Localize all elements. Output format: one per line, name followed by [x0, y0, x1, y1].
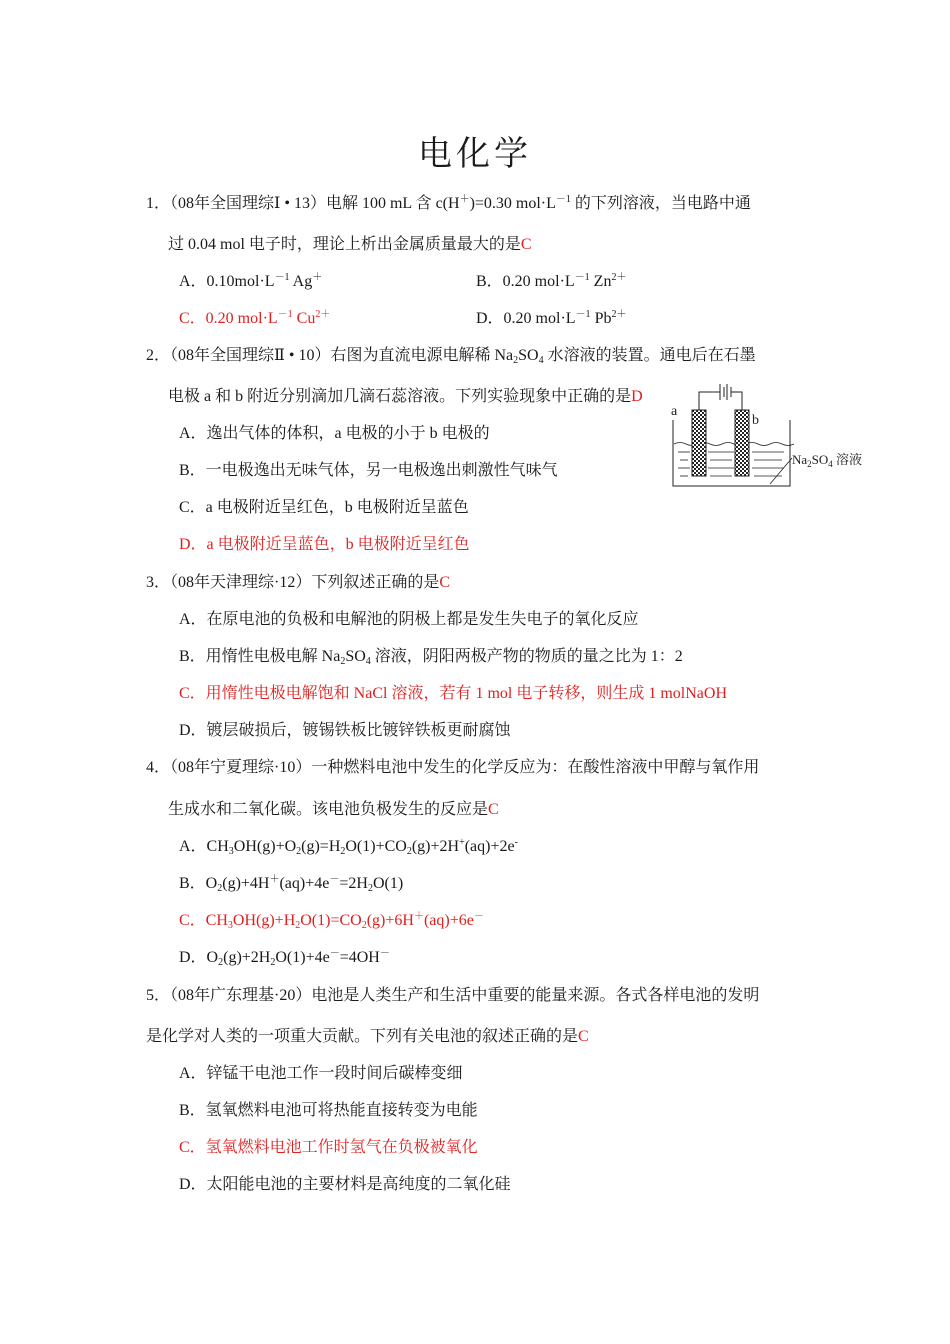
q3-option-b [179, 646, 683, 668]
label-solution-so: SO [811, 452, 829, 467]
q1-option-a-text: A．0.10mol·L [179, 273, 275, 290]
q1-stem-sup-b: －1 [555, 194, 571, 205]
q4-number: 4． [146, 759, 171, 776]
formula-text: D．O [179, 949, 219, 966]
q1-option-c-text: C．0.20 mol·L [179, 310, 278, 327]
formula-text: OH(g)+H [232, 912, 296, 929]
formula-text: (g)+2H [411, 838, 460, 855]
q1-number: 1． [146, 195, 171, 212]
q5-option-a: A．锌锰干电池工作一段时间后碳棒变细 [179, 1065, 463, 1082]
label-solution [792, 452, 862, 469]
formula-subscript: 3 [228, 846, 234, 857]
formula-text: C．CH [179, 912, 228, 929]
q3-answer: C [439, 574, 451, 591]
q3-option-b-sub-a: 2 [340, 656, 346, 667]
q1-stem-line1 [146, 193, 751, 215]
q1-option-d-ion: Pb [590, 310, 612, 327]
label-solution-sub1: 2 [807, 459, 812, 469]
q1-answer: C [520, 236, 532, 253]
electrode-b [735, 410, 749, 476]
formula-subscript: 2 [367, 883, 373, 894]
formula-text: O(1)=CO [300, 912, 362, 929]
formula-text: (g)+6H [366, 912, 414, 929]
q5-stem-line2 [146, 1026, 589, 1048]
q2-option-b: B．一电极逸出无味气体，另一电极逸出刺激性气味气 [179, 462, 558, 479]
q1-option-b-sup: －1 [574, 272, 590, 283]
q5-number: 5． [146, 987, 171, 1004]
q1-option-d [476, 308, 626, 330]
formula-subscript: 2 [218, 957, 224, 968]
q5-answer: C [578, 1028, 589, 1045]
formula-text: =2H [339, 875, 368, 892]
q2-stem-text-c: 水溶液的装置。通电后在石墨 [543, 347, 756, 364]
electrode-a [692, 410, 706, 476]
q1-stem-text-b: )=0.30 mol·L [469, 195, 556, 212]
page-title: 电化学 [418, 134, 532, 174]
q1-option-d-sup: －1 [575, 309, 591, 320]
q1-option-b-text: B．0.20 mol·L [476, 273, 575, 290]
q1-option-a-sup: －1 [274, 272, 290, 283]
formula-text: O(1)+4e [275, 949, 330, 966]
q3-number: 3． [146, 574, 171, 591]
q1-option-d-text: D．0.20 mol·L [476, 310, 576, 327]
q2-stem-sub-b: 4 [538, 355, 544, 366]
electrolysis-diagram [668, 378, 878, 490]
formula-text: A．CH [179, 838, 229, 855]
q4-option-a [179, 836, 518, 858]
formula-text: (g)+4H [222, 875, 270, 892]
q2-stem-sub-a: 2 [513, 355, 519, 366]
q1-option-b [476, 271, 626, 293]
q4-stem-text-a: （08年宁夏理综·10）一种燃料电池中发生的化学反应为：在酸性溶液中甲醇与氧作用 [170, 759, 760, 776]
q1-stem-sup-a: ＋ [459, 194, 470, 205]
formula-charge: － [473, 911, 484, 922]
formula-charge: ＋ [269, 874, 280, 885]
q1-option-c-charge: 2＋ [315, 309, 331, 320]
formula-text: OH(g)+O [233, 838, 297, 855]
formula-text: (aq)+2e [464, 838, 515, 855]
formula-charge: - [514, 837, 518, 848]
formula-text: O(1) [372, 875, 404, 892]
q1-stem-line2 [168, 234, 532, 256]
q2-option-c: C．a 电极附近呈红色，b 电极附近呈蓝色 [179, 499, 469, 516]
q2-number: 2． [146, 347, 171, 364]
formula-subscript: 2 [217, 883, 223, 894]
formula-text: =4OH [339, 949, 380, 966]
formula-text: (aq)+6e [423, 912, 474, 929]
q5-stem-line1 [146, 985, 759, 1007]
formula-text: (g)+2H [223, 949, 271, 966]
formula-charge: － [329, 948, 340, 959]
q3-option-d: D．镀层破损后，镀锡铁板比镀锌铁板更耐腐蚀 [179, 722, 511, 739]
formula-subscript: 2 [270, 957, 276, 968]
q3-stem [146, 572, 450, 594]
formula-charge: + [459, 837, 465, 848]
q1-stem-text-a: （08年全国理综Ⅰ • 13）电解 100 mL 含 c(H [170, 195, 460, 212]
q2-stem-line2 [168, 386, 643, 408]
q4-option-b [179, 873, 403, 895]
q1-stem-text-d: 过 0.04 mol 电子时，理论上析出金属质量最大的是 [168, 236, 521, 253]
q1-option-c [179, 308, 330, 330]
q2-option-d: D．a 电极附近呈蓝色，b 电极附近呈红色 [179, 536, 470, 553]
q5-stem-text-a: （08年广东理基·20）电池是人类生产和生活中重要的能量来源。各式各样电池的发明 [170, 987, 760, 1004]
q3-option-b-sub-b: 4 [365, 656, 371, 667]
formula-subscript: 2 [296, 846, 302, 857]
label-electrode-b: b [752, 413, 759, 428]
q4-stem-text-b: 生成水和二氧化碳。该电池负极发生的反应是 [168, 801, 489, 818]
formula-text: O(1)+CO [345, 838, 407, 855]
formula-text: (aq)+4e [279, 875, 330, 892]
q4-stem-line2 [168, 799, 499, 821]
q1-option-a-ion: Ag [289, 273, 313, 290]
q2-answer: D [631, 388, 643, 405]
formula-subscript: 2 [406, 846, 412, 857]
q3-stem-text: （08年天津理综·12）下列叙述正确的是 [170, 574, 440, 591]
q4-answer: C [488, 801, 499, 818]
formula-subscript: 2 [340, 846, 346, 857]
q2-option-a: A．逸出气体的体积，a 电极的小于 b 电极的 [179, 425, 490, 442]
label-electrode-a: a [671, 404, 678, 419]
electrolysis-apparatus-figure [668, 378, 878, 490]
formula-text: B．O [179, 875, 218, 892]
formula-charge: － [329, 874, 340, 885]
q5-option-d: D．太阳能电池的主要材料是高纯度的二氧化硅 [179, 1176, 511, 1193]
formula-subscript: 2 [361, 920, 367, 931]
q1-stem-text-c: 的下列溶液，当电路中通 [570, 195, 751, 212]
label-solution-sub2: 4 [828, 459, 833, 469]
q1-option-a-charge: ＋ [312, 272, 323, 283]
q4-option-d [179, 947, 390, 969]
q1-option-d-charge: 2＋ [611, 309, 627, 320]
q3-option-b-text-c: 溶液，阴阳两极产物的物质的量之比为 1：2 [370, 648, 683, 665]
q1-option-a [179, 271, 322, 293]
q1-option-b-ion: Zn [589, 273, 612, 290]
q5-option-c: C．氢氧燃料电池工作时氢气在负极被氧化 [179, 1139, 478, 1156]
label-solution-word: 溶液 [832, 452, 863, 467]
formula-charge: － [379, 948, 390, 959]
q3-option-c: C．用惰性电极电解饱和 NaCl 溶液，若有 1 mol 电子转移，则生成 1 molNaOH [179, 685, 727, 702]
q2-stem-text-d: 电极 a 和 b 附近分别滴加几滴石蕊溶液。下列实验现象中正确的是 [168, 388, 632, 405]
q3-option-b-text-a: B．用惰性电极电解 Na [179, 648, 341, 665]
q2-stem-text-b: SO [518, 347, 539, 364]
label-solution-na: Na [792, 452, 808, 467]
q2-stem-text-a: （08年全国理综Ⅱ • 10）右图为直流电源电解稀 Na [170, 347, 514, 364]
q1-option-c-sup: －1 [277, 309, 293, 320]
q2-stem-line1 [146, 345, 756, 367]
q1-option-b-charge: 2＋ [611, 272, 627, 283]
q3-option-b-text-b: SO [345, 648, 366, 665]
q4-stem-line1 [146, 757, 759, 779]
power-source [699, 384, 742, 410]
q4-option-c [179, 910, 484, 932]
q5-option-b: B．氢氧燃料电池可将热能直接转变为电能 [179, 1102, 478, 1119]
formula-subscript: 3 [227, 920, 233, 931]
formula-text: (g)=H [301, 838, 341, 855]
q5-stem-text-b: 是化学对人类的一项重大贡献。下列有关电池的叙述正确的是 [146, 1028, 579, 1045]
q3-option-a: A．在原电池的负极和电解池的阴极上都是发生失电子的氧化反应 [179, 611, 639, 628]
formula-charge: ＋ [413, 911, 424, 922]
solution-pointer [770, 458, 792, 484]
formula-subscript: 2 [295, 920, 301, 931]
q1-option-c-ion: Cu [292, 310, 316, 327]
